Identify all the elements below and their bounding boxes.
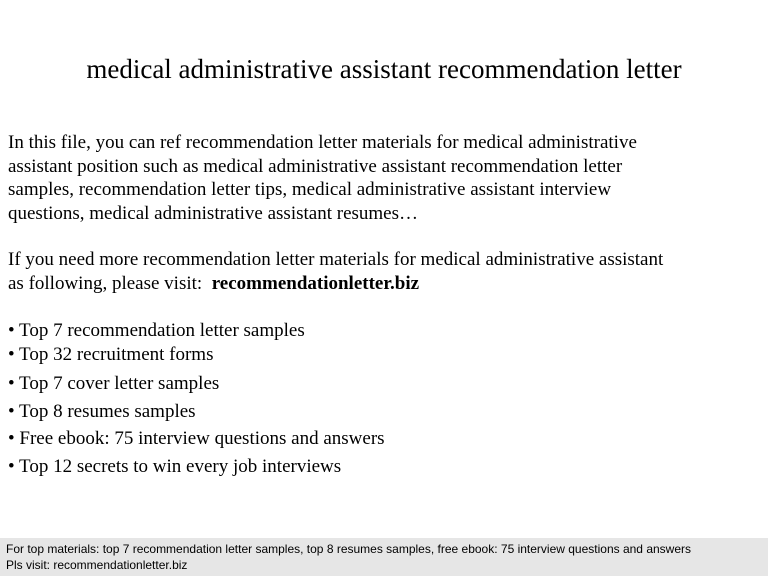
visit-prefix: as following, please visit: (8, 272, 212, 294)
bullet-item: • Top 7 cover letter samples (8, 373, 220, 394)
site-link[interactable]: recommendationletter.biz (211, 272, 420, 294)
bullet-item: • Free ebook: 75 interview questions and answers (8, 428, 385, 449)
bullet-item: • Top 8 resumes samples (8, 400, 196, 422)
bullet-list (8, 319, 760, 482)
intro-line: assistant position such as medical administrative assistant recommendation letter (8, 155, 623, 177)
intro-line: In this file, you can ref recommendation letter materials for medical administrative (8, 132, 637, 153)
slide-body (8, 131, 760, 482)
visit-paragraph (8, 248, 760, 295)
bullet-item: • Top 12 secrets to win every job interviews (8, 455, 342, 477)
page-title: medical administrative assistant recommendation letter (86, 54, 682, 84)
intro-line: questions, medical administrative assistant resumes… (8, 202, 419, 224)
intro-paragraph (8, 131, 760, 225)
footer-visit[interactable]: Pls visit: recommendationletter.biz (6, 558, 188, 572)
footer-line: For top materials: top 7 recommendation letter samples, top 8 resumes samples, free ebook: 75 interview questions and answers (6, 542, 692, 556)
visit-line: If you need more recommendation letter materials for medical administrative assistant (8, 249, 664, 270)
bullet-item: • Top 32 recruitment forms (8, 343, 214, 365)
footer-bar (0, 538, 768, 576)
bullet-item: • Top 7 recommendation letter samples (8, 320, 305, 341)
intro-line: samples, recommendation letter tips, medical administrative assistant interview (8, 179, 612, 200)
